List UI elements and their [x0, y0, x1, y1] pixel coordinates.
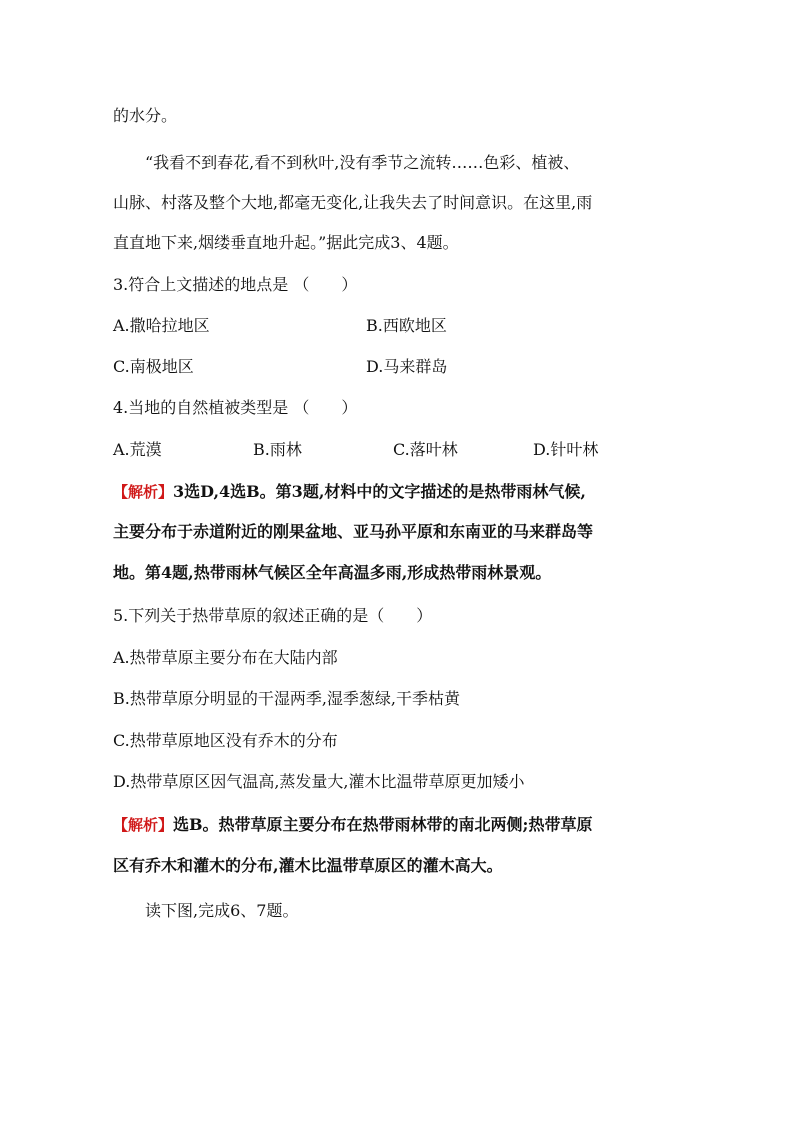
analysis-3-4-line — [113, 482, 683, 502]
analysis-tag: 【解析】 — [113, 483, 174, 501]
text-line: 的水分。 — [113, 106, 178, 125]
question-3-options-row-2 — [113, 357, 683, 377]
analysis-3-4-line: 地。第4题,热带雨林气候区全年高温多雨,形成热带雨林景观。 — [113, 563, 552, 582]
analysis-5-line: 区有乔木和灌木的分布,灌木比温带草原区的灌木高大。 — [113, 856, 503, 875]
option-c: C.南极地区 — [113, 357, 194, 376]
question-3-options-row-1 — [113, 316, 683, 336]
question-3-stem: 3.符合上文描述的地点是 （ ） — [113, 275, 358, 294]
instruction-line: 读下图,完成6、7题。 — [145, 901, 299, 920]
option-b: B.热带草原分明显的干湿两季,湿季葱绿,干季枯黄 — [113, 689, 461, 708]
text-line: “我看不到春花,看不到秋叶,没有季节之流转……色彩、植被、 — [145, 153, 580, 172]
option-c: C.热带草原地区没有乔木的分布 — [113, 731, 338, 750]
option-d: D.马来群岛 — [366, 357, 448, 376]
text-line: 直直地下来,烟缕垂直地升起。”据此完成3、4题。 — [113, 233, 459, 252]
option-d: D.针叶林 — [533, 440, 599, 459]
analysis-5-line — [113, 815, 683, 835]
option-c: C.落叶林 — [393, 440, 458, 459]
analysis-text: 3选D,4选B。第3题,材料中的文字描述的是热带雨林气候, — [173, 482, 586, 501]
question-5-stem: 5.下列关于热带草原的叙述正确的是（ ） — [113, 606, 433, 625]
option-b: B.西欧地区 — [366, 316, 447, 335]
text-line: 山脉、村落及整个大地,都毫无变化,让我失去了时间意识。在这里,雨 — [113, 193, 593, 212]
analysis-tag: 【解析】 — [113, 816, 174, 834]
question-4-stem: 4.当地的自然植被类型是 （ ） — [113, 398, 358, 417]
question-4-options — [113, 440, 683, 460]
option-d: D.热带草原区因气温高,蒸发量大,灌木比温带草原更加矮小 — [113, 772, 525, 791]
analysis-3-4-line: 主要分布于赤道附近的刚果盆地、亚马孙平原和东南亚的马来群岛等 — [113, 522, 594, 541]
option-b: B.雨林 — [253, 440, 302, 459]
option-a: A.撒哈拉地区 — [113, 316, 210, 335]
option-a: A.荒漠 — [113, 440, 162, 459]
analysis-text: 选B。热带草原主要分布在热带雨林带的南北两侧;热带草原 — [173, 815, 593, 834]
option-a: A.热带草原主要分布在大陆内部 — [113, 648, 338, 667]
